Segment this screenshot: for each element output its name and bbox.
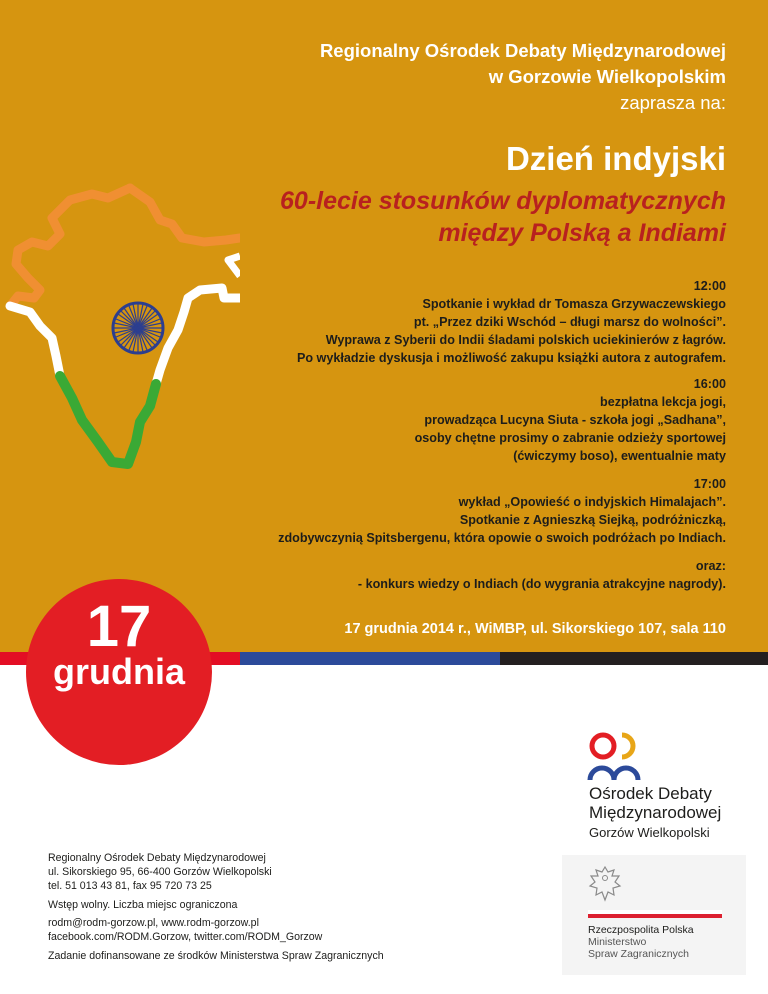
ministry-line-2: Ministerstwo xyxy=(588,936,647,948)
event-line: zdobywczynią Spitsbergenu, która opowie o swoich podróżach po Indiach. xyxy=(278,531,726,545)
footer-address xyxy=(48,851,272,893)
subtitle-line-2: między Polską a Indiami xyxy=(438,219,726,247)
stripe-black xyxy=(500,652,768,665)
ministry-line-3: Spraw Zagranicznych xyxy=(588,948,689,960)
event-line: Po wykładzie dyskusja i możliwość zakupu książki autora z autografem. xyxy=(296,351,726,365)
footer-funding: Zadanie dofinansowane ze środków Ministerstwa Spraw Zagranicznych xyxy=(48,950,384,962)
event-block-3 xyxy=(86,475,726,547)
event-line: osoby chętne prosimy o zabranie odzieży sportowej xyxy=(414,431,726,445)
footer-line: rodm@rodm-gorzow.pl, www.rodm-gorzow.pl xyxy=(48,917,259,929)
event-time: oraz: xyxy=(695,559,726,573)
logo-name-line-2: Międzynarodowej xyxy=(589,803,722,822)
footer-line: facebook.com/RODM.Gorzow, twitter.com/RODM_Gorzow xyxy=(48,931,323,943)
event-time: 16:00 xyxy=(693,377,726,391)
logo-city: Gorzów Wielkopolski xyxy=(589,825,710,840)
ministry-line-1: Rzeczpospolita Polska xyxy=(588,924,694,936)
event-line: Spotkanie z Agnieszką Siejką, podróżniczką, xyxy=(459,513,726,527)
event-line: pt. „Przez dziki Wschód – długi marsz do wolności”. xyxy=(413,315,726,329)
date-badge-day: 17 xyxy=(86,594,152,659)
event-block-2 xyxy=(86,375,726,465)
event-line: - konkurs wiedzy o Indiach (do wygrania atrakcyjne nagrody). xyxy=(357,577,726,591)
event-line: (ćwiczymy boso), ewentualnie maty xyxy=(513,449,726,463)
odm-logo-icon xyxy=(586,730,652,786)
page-title: Dzień indyjski xyxy=(505,140,726,177)
subtitle-line-1: 60-lecie stosunków dyplomatycznych xyxy=(280,187,726,215)
event-block-1 xyxy=(86,277,726,367)
event-line: prowadząca Lucyna Siuta - szkoła jogi „Sadhana”, xyxy=(424,413,726,427)
stripe-blue xyxy=(240,652,500,665)
eagle-emblem-icon xyxy=(588,864,622,904)
footer-line: tel. 51 013 43 81, fax 95 720 73 25 xyxy=(48,880,212,892)
event-line: wykład „Opowieść o indyjskich Himalajach”. xyxy=(458,495,726,509)
event-time: 12:00 xyxy=(693,279,726,293)
event-date-location: 17 grudnia 2014 r., WiMBP, ul. Sikorskiego 107, sala 110 xyxy=(344,621,726,637)
invite-text: zaprasza na: xyxy=(620,92,726,113)
organizer-line-2: w Gorzowie Wielkopolskim xyxy=(488,66,726,87)
event-line: Spotkanie i wykład dr Tomasza Grzywaczewskiego xyxy=(422,297,726,311)
logo-name-line-1: Ośrodek Debaty xyxy=(589,784,712,803)
event-time: 17:00 xyxy=(693,477,726,491)
date-badge-month: grudnia xyxy=(53,651,185,692)
event-line: Wyprawa z Syberii do Indii śladami polskich uciekinierów z łagrów. xyxy=(325,333,726,347)
footer-line: ul. Sikorskiego 95, 66-400 Gorzów Wielkopolski xyxy=(48,866,272,878)
footer-line: Regionalny Ośrodek Debaty Międzynarodowej xyxy=(48,852,266,864)
event-block-4 xyxy=(86,557,726,593)
flag-red-band xyxy=(588,914,722,918)
footer-contact xyxy=(48,916,322,944)
footer-entry: Wstęp wolny. Liczba miejsc ograniczona xyxy=(48,899,238,911)
event-line: bezpłatna lekcja jogi, xyxy=(600,395,726,409)
organizer-line-1: Regionalny Ośrodek Debaty Międzynarodowej xyxy=(319,40,726,61)
